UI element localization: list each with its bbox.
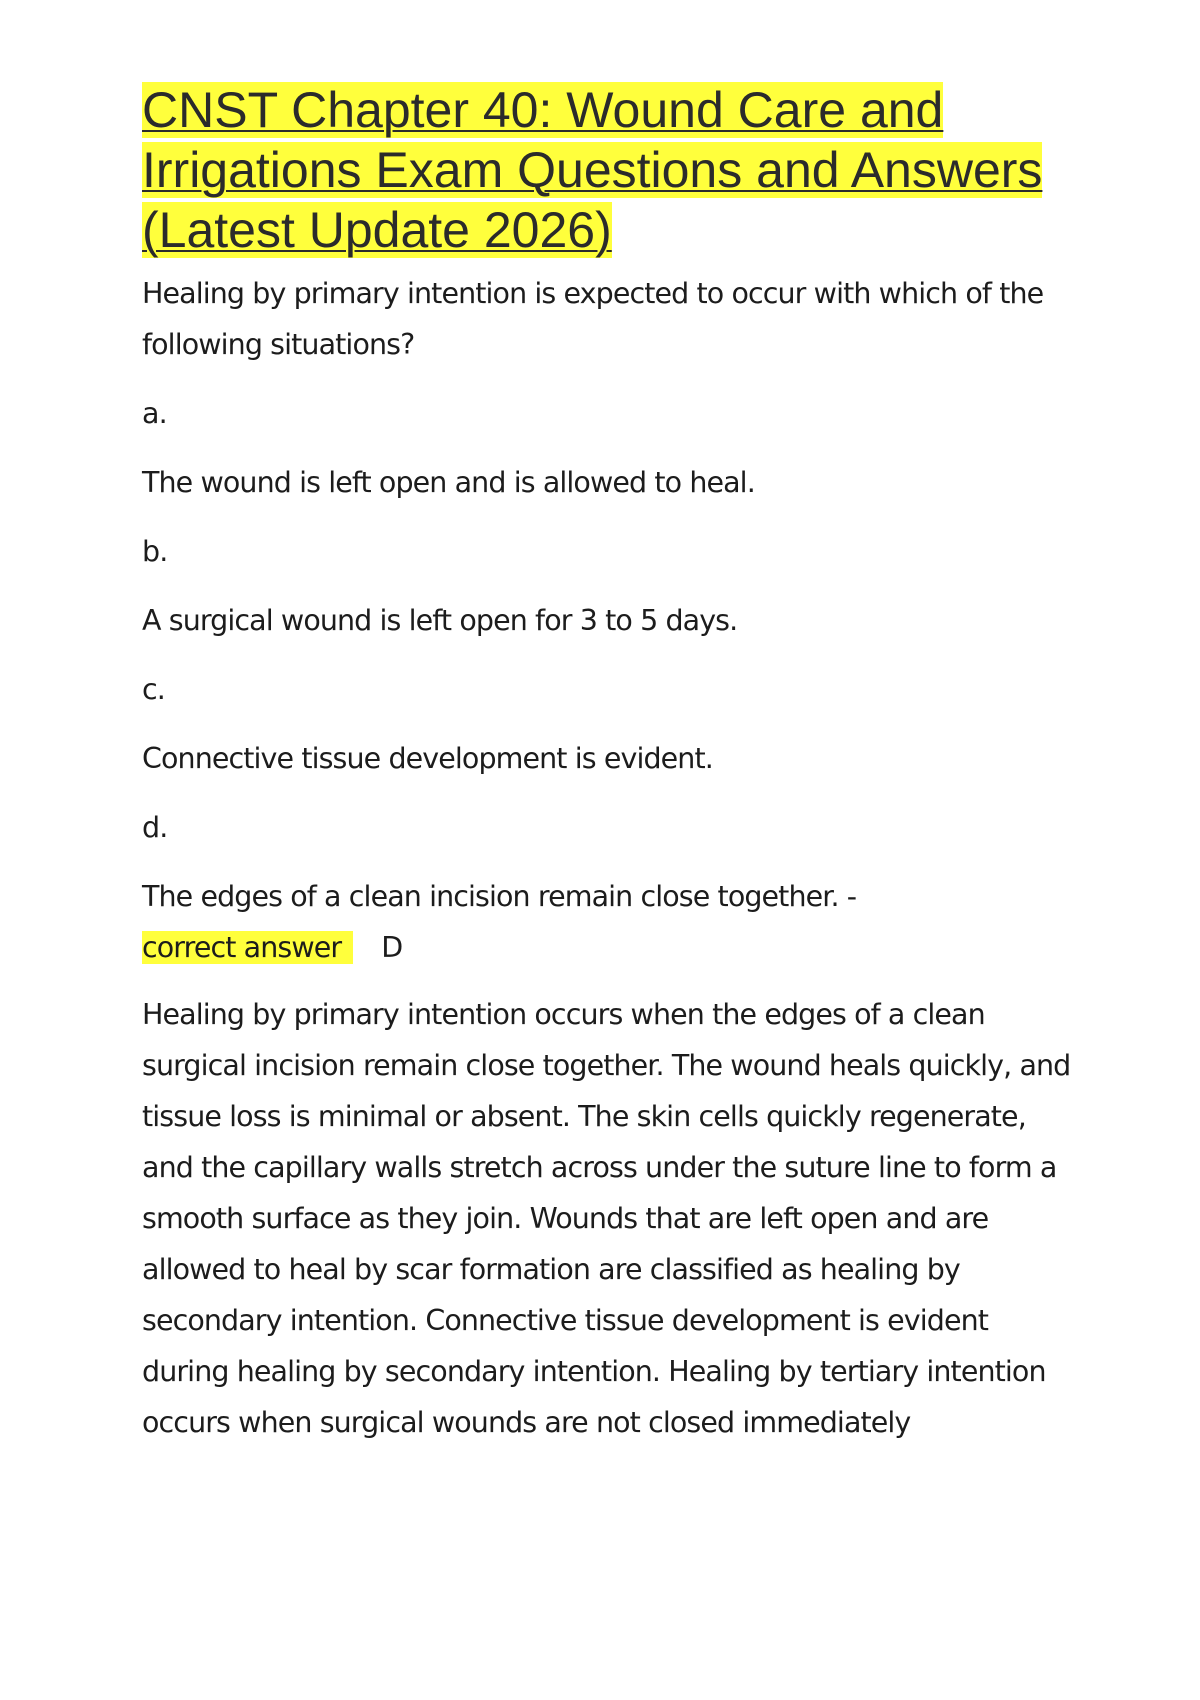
answer-line (142, 922, 1082, 973)
option-a-text: The wound is left open and is allowed to heal. (142, 466, 755, 499)
title-highlight: CNST Chapter 40: Wound Care and Irrigations Exam Questions and Answers (Latest Update 2026) (142, 82, 1043, 258)
document-title (142, 80, 1082, 260)
correct-answer-label: correct answer (142, 931, 353, 964)
explanation-text: Healing by primary intention occurs when the edges of a clean surgical incision remain close together. The wound heals quickly, and tissue loss is minimal or absent. The skin cells quickly regenerate, and the capillary walls stretch across under the suture line to form a smooth surface as they join. Wounds that are left open and are allowed to heal by scar formation are classified as healing by secondary intention. Connective tissue development is evident during healing by secondary intention. Healing by tertiary intention occurs when surgical wounds are not closed immediately (142, 998, 1071, 1439)
option-c-letter: c. (142, 673, 165, 706)
option-b-letter: b. (142, 535, 168, 568)
correct-answer-value: D (381, 931, 403, 964)
option-d-letter: d. (142, 811, 168, 844)
option-b-text: A surgical wound is left open for 3 to 5 days. (142, 604, 738, 637)
option-c-text: Connective tissue development is evident. (142, 742, 713, 775)
option-d-text: The edges of a clean incision remain close together. - (142, 880, 857, 913)
question-text: Healing by primary intention is expected to occur with which of the following situations? (142, 277, 1044, 361)
option-a-letter: a. (142, 397, 167, 430)
document-page (142, 80, 1082, 1448)
